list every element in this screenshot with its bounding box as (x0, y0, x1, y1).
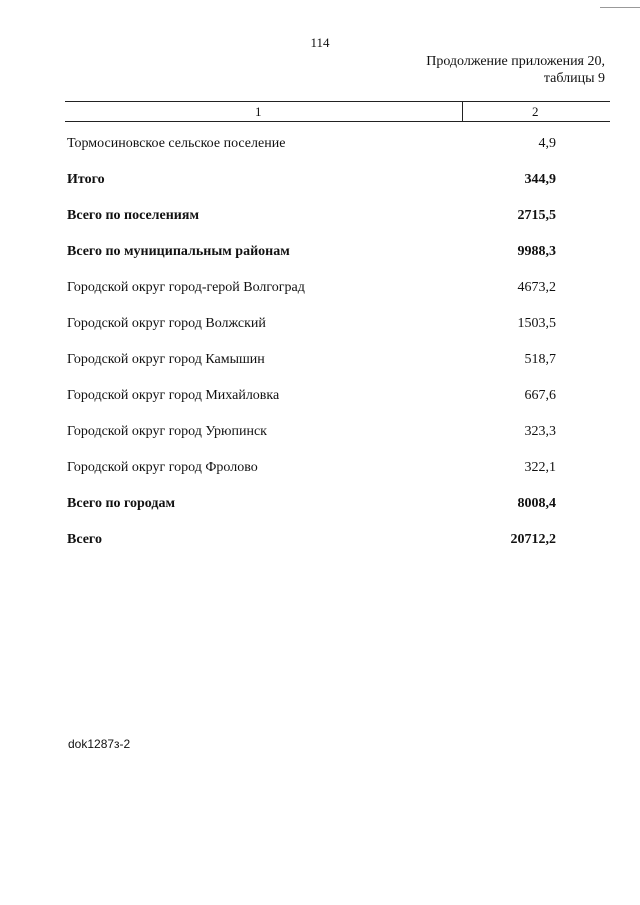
row-value: 344,9 (524, 172, 556, 187)
row-value: 518,7 (524, 352, 556, 367)
row-value: 322,1 (524, 460, 556, 475)
table-row (0, 388, 640, 424)
row-value: 323,3 (524, 424, 556, 439)
table-row (0, 280, 640, 316)
row-name: Всего по муниципальным районам (67, 244, 290, 259)
table-row-subtotal (0, 496, 640, 532)
table-row (0, 460, 640, 496)
page-number: 114 (310, 35, 330, 50)
table-row (0, 424, 640, 460)
row-value: 8008,4 (517, 496, 556, 511)
table-header-bottom-rule (65, 121, 610, 122)
row-value: 2715,5 (517, 208, 556, 223)
row-name: Тормосиновское сельское поселение (67, 136, 286, 151)
row-name: Всего по городам (67, 496, 176, 511)
row-value: 1503,5 (517, 316, 556, 331)
table-row (0, 316, 640, 352)
continuation-line-2: таблицы 9 (543, 71, 605, 86)
column-header-2: 2 (532, 104, 539, 119)
row-name: Городской округ город Михайловка (67, 388, 280, 403)
table-header-divider (462, 101, 463, 121)
table-row-subtotal (0, 172, 640, 208)
row-name: Итого (67, 172, 105, 187)
table-row-total (0, 532, 640, 568)
document-code: dok1287з-2 (68, 737, 131, 751)
row-name: Городской округ город Волжский (67, 316, 266, 331)
row-value: 667,6 (524, 388, 556, 403)
row-value: 4673,2 (517, 280, 556, 295)
row-name: Всего по поселениям (67, 208, 199, 223)
row-name: Городской округ город Урюпинск (67, 424, 267, 439)
corner-scan-mark (600, 0, 640, 8)
row-value: 20712,2 (510, 532, 556, 547)
table-row-subtotal (0, 244, 640, 280)
table-row (0, 352, 640, 388)
table-body (0, 136, 640, 568)
row-name: Городской округ город Камышин (67, 352, 265, 367)
column-header-1: 1 (255, 104, 262, 119)
row-name: Городской округ город Фролово (67, 460, 258, 475)
continuation-line-1: Продолжение приложения 20, (426, 54, 605, 69)
row-name: Всего (67, 532, 102, 547)
table-header-top-rule (65, 101, 610, 102)
continuation-note (426, 53, 605, 87)
table-row-subtotal (0, 208, 640, 244)
table-row (0, 136, 640, 172)
row-value: 4,9 (538, 136, 556, 151)
row-name: Городской округ город-герой Волгоград (67, 280, 305, 295)
row-value: 9988,3 (517, 244, 556, 259)
